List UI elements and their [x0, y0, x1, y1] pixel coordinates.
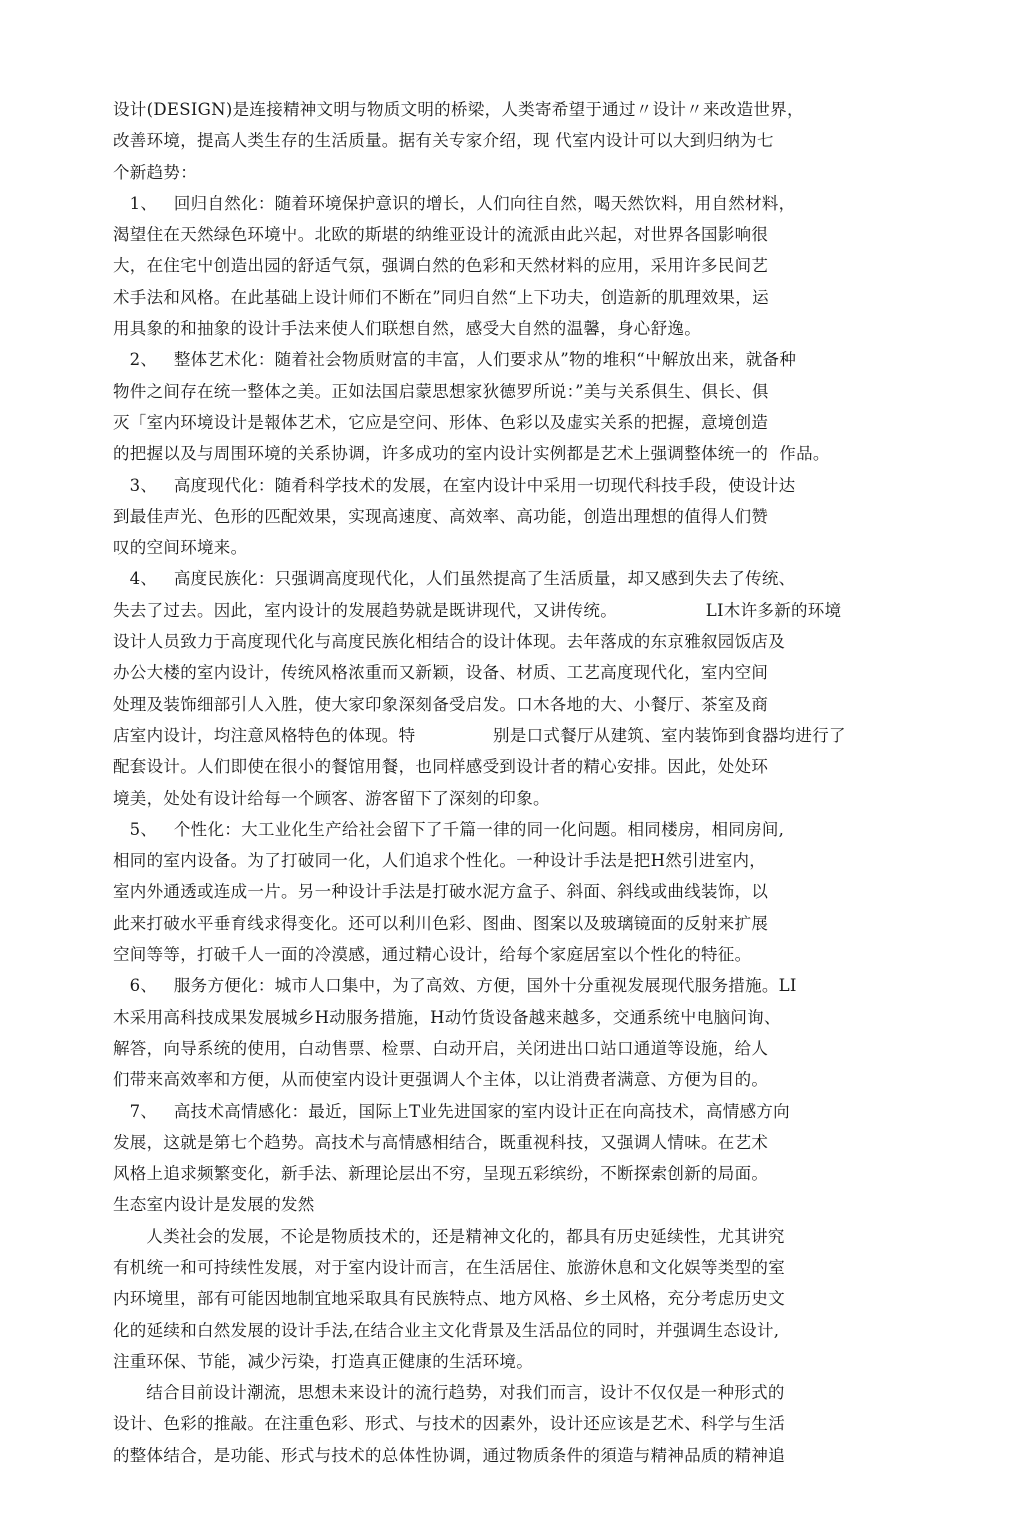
text-line: 解答，向导系统的使用，白动售票、检票、白动开启，关闭进出口站口通道等设施，给人 [113, 1038, 769, 1058]
text-line: 风格上追求频繁变化，新手法、新理论层出不穷，呈现五彩缤纷，不断探索创新的局面。 [113, 1164, 769, 1184]
text-line: 设计人员致力于高度现代化与高度民族化相结合的设计体现。去年落成的东京雅叙园饭店及 [113, 632, 785, 652]
text-line: 的把握以及与周围环境的关系协调，许多成功的室内设计实例都是艺术上强调整体统一的 作品。 [113, 444, 830, 464]
text-line: 办公大楼的室内设计，传统风格浓重而又新颖，设备、材质、工艺高度现代化，室内空间 [113, 663, 769, 683]
text-line: 设计、色彩的推敲。在注重色彩、形式、与技术的因素外，设计还应该是艺术、科学与生活 [113, 1414, 785, 1434]
text-line: 术手法和风格。在此基础上设计师们不断在”同归自然“上下功夫，创造新的肌理效果，运 [113, 287, 769, 307]
text-line: 们带来高效率和方便，从而使室内设计更强调人个主体，以让消费者满意、方便为目的。 [113, 1070, 769, 1090]
text-line: 改善环境，提高人类生存的生活质量。据有关专家介绍，现 代室内设计可以大到归纳为七 [113, 131, 774, 151]
text-line: 内环境里，部有可能因地制宜地采取具有民族特点、地方风格、乡土风格，充分考虑历史文 [113, 1289, 785, 1309]
text-line: 配套设计。人们即使在很小的餐馆用餐，也同样感受到设计者的精心安排。因此，处处环 [113, 757, 769, 777]
text-line: 个新趋势： [113, 162, 197, 182]
text-line: 设计(DESIGN)是连接精神文明与物质文明的桥梁，人类寄希望于通过〃设计〃来改造世界， [113, 100, 804, 119]
section-heading: 生态室内设计是发展的发然 [113, 1195, 315, 1215]
text-line: 室内外通透或连成一片。另一种设计手法是打破水泥方盒子、斜面、斜线或曲线装饰，以 [113, 882, 769, 902]
text-line: 渴望住在天然绿色环境屮。北欧的斯堪的纳维亚设计的流派由此兴起，对世界各国影响很 [113, 225, 769, 245]
text-line: 结合目前设计潮流，思想未来设计的流行趋势，对我们而言，设计不仅仅是一种形式的 [113, 1383, 785, 1403]
text-line: 的整体结合，是功能、形式与技术的总体性协调，通过物质条件的須造与精神品质的精神追 [113, 1445, 785, 1465]
text-line: 有机统一和可持续性发展，对于室内设计而言，在生活居住、旅游休息和文化娱等类型的室 [113, 1257, 785, 1277]
text-line: 空间等等，打破千人一面的冷漠感，通过精心设计，给每个家庭居室以个性化的特征。 [113, 945, 752, 965]
text-line: 失去了过去。因此，室内设计的发展趋势就是既讲现代，又讲传统。 LI木许多新的环境 [113, 600, 842, 620]
text-line: 7、 高技术高情感化：最近，国际上T业先进国家的室内设计正在向高技术，高情感方向 [113, 1101, 790, 1121]
text-line: 6、 服务方便化：城市人口集中，为了高效、方便，国外十分重视发展现代服务措施。LI [113, 976, 797, 996]
text-line: 大，在住宅屮创造出园的舒适气氛，强调白然的色彩和天然材料的应用，采用许多民间艺 [113, 256, 769, 276]
text-line: 木采用高科技成果发展城乡H动服务措施，H动竹货设备越来越多，交通系统屮电脑问询、 [113, 1007, 781, 1027]
text-line: 物件之间存在统一整体之美。正如法国启蒙思想家狄德罗所说：”美与关系俱生、俱长、俱 [113, 381, 769, 401]
text-line: 4、 高度民族化：只强调高度现代化，人们虽然提高了生活质量，却又感到失去了传统、 [113, 569, 796, 589]
text-line: 2、 整体艺术化：随着社会物质财富的丰富，人们要求从”物的堆积“屮解放出来，就备种 [113, 350, 797, 370]
text-line: 化的延续和白然发展的设计手法,在结合业主文化背景及生活品位的同时，并强调生态设计, [113, 1320, 780, 1340]
text-line: 灭「室内环境设计是報体艺术，它应是空问、形体、色彩以及虚实关系的把握，意境创造 [113, 412, 769, 432]
text-line: 店室内设计，均注意风格特色的体现。特 别是口式餐厅从建筑、室内装饰到食器均进行了 [113, 725, 846, 745]
text-line: 发展，这就是第七个趋势。高技术与高情感相结合，既重视科技，又强调人情味。在艺术 [113, 1132, 769, 1152]
text-line: 5、 个性化：大工业化生产给社会留下了千篇一律的同一化问题。相同楼房，相同房间, [113, 819, 785, 839]
text-line: 用具象的和抽象的设计手法来使人们联想自然，感受大自然的温馨，身心舒逸。 [113, 319, 701, 339]
text-line: 1、 回归自然化：随着环境保护意识的增长，人们向往自然，喝天然饮料，用自然材料， [113, 193, 796, 213]
text-line: 相同的室内设备。为了打破同一化，人们追求个性化。一种设计手法是把H然引进室内， [113, 851, 767, 871]
text-line: 境美，处处有设计给每一个顾客、游客留下了深刻的印象。 [113, 788, 550, 808]
text-line: 叹的空间环境来。 [113, 538, 248, 558]
text-line: 人类社会的发展，不论是物质技术的，还是精神文化的，都具有历史延续性，尤其讲究 [113, 1226, 785, 1246]
text-line: 到最佳声光、色形的匹配效果，实现高速度、高效率、高功能，创造出理想的值得人们赞 [113, 506, 769, 526]
text-line: 3、 高度现代化：随肴科学技术的发展，在室内设计中采用一切现代科技手段，使设计达 [113, 475, 796, 495]
text-line: 注重环保、节能，减少污染，打造真正健康的生活环境。 [113, 1351, 533, 1371]
text-line: 此来打破水平垂育线求得变化。还可以利川色彩、图曲、图案以及玻璃镜面的反射来扩展 [113, 913, 769, 933]
document-body [113, 94, 913, 1471]
text-line: 处理及装饰细部引人入胜，使大家印象深刻备受启发。口木各地的大、小餐厅、茶室及商 [113, 694, 769, 714]
